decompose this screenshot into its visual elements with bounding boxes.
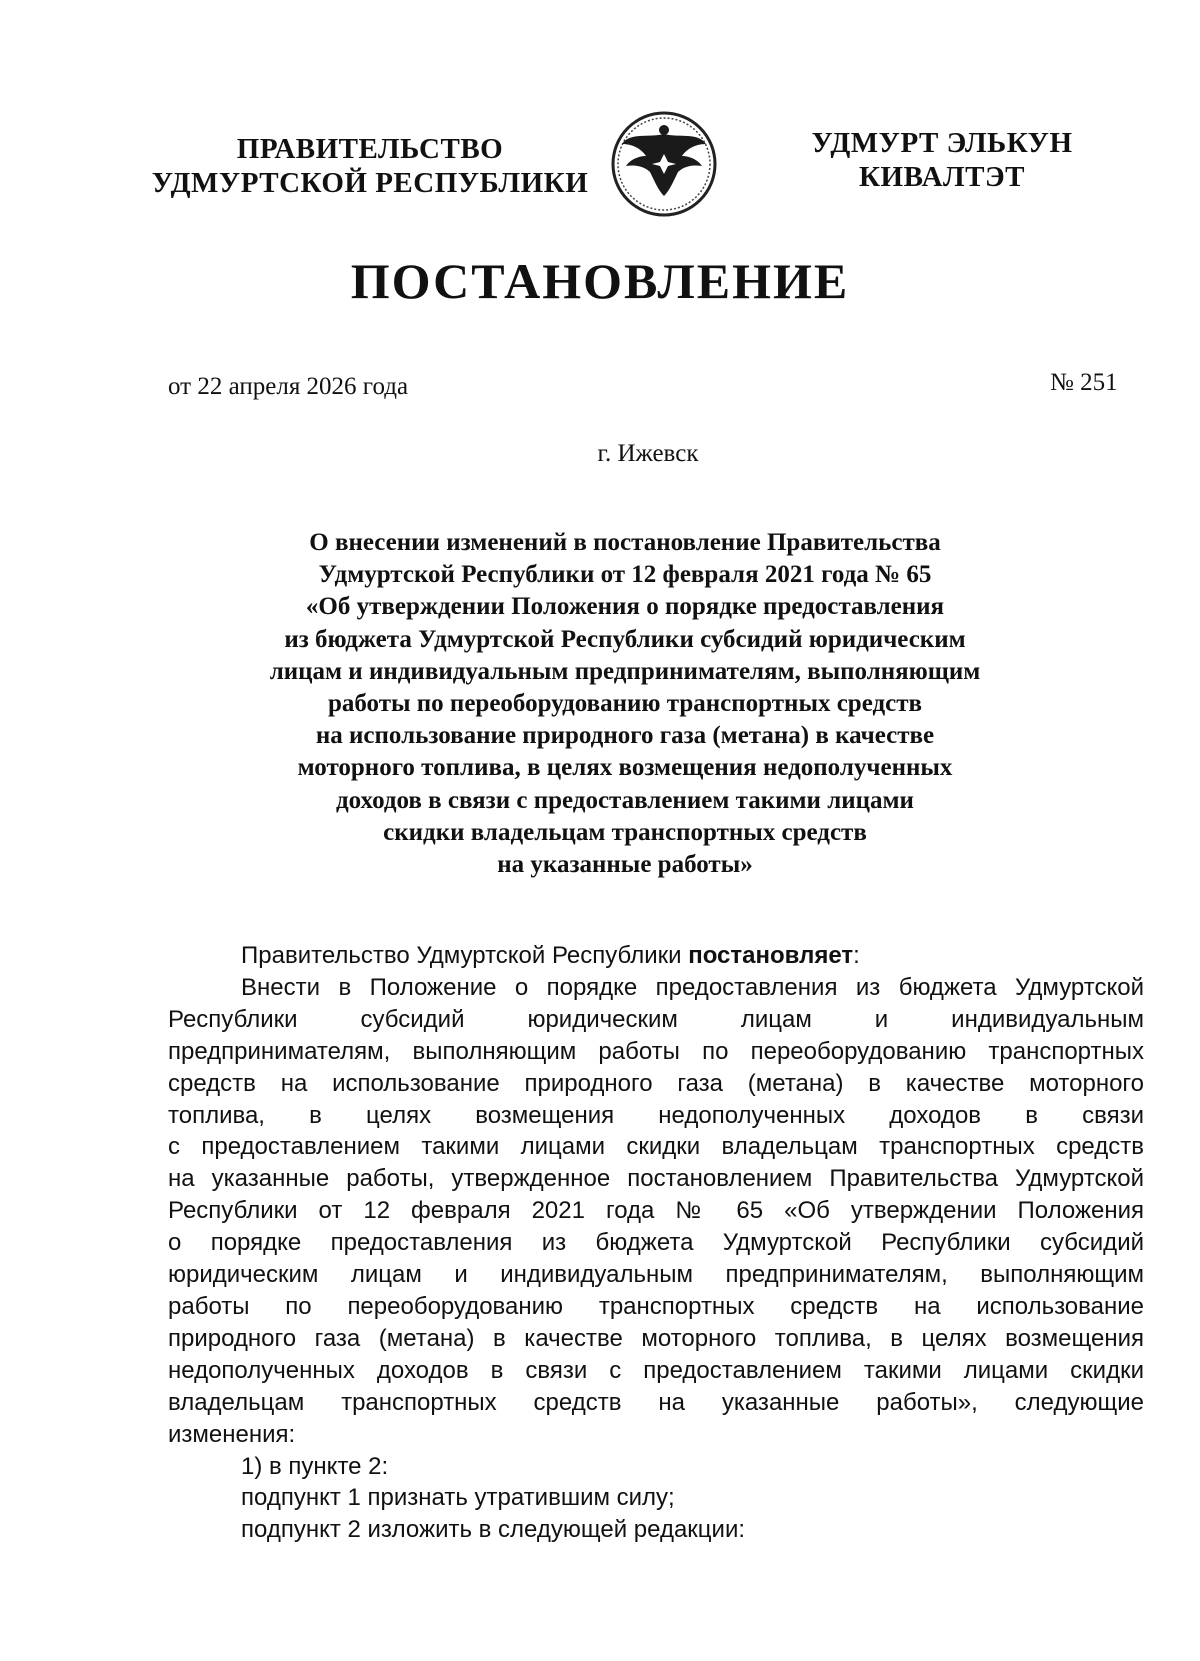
subject-line: работы по переоборудованию транспортных средств (327, 690, 923, 718)
paragraph-line: природного газа (метана) в качестве моторного топлива, в целях возмещения (168, 1324, 1144, 1352)
document-body (168, 940, 1144, 1546)
document-city: г. Ижевск (597, 440, 699, 467)
paragraph-line: о порядке предоставления из бюджета Удмуртской Республики субсидий (168, 1229, 1144, 1257)
paragraph-line: Республики от 12 февраля 2021 года № 65 «Об утверждении Положения (168, 1197, 1144, 1225)
header-left-line1: ПРАВИТЕЛЬСТВО (236, 133, 504, 165)
subitem-2: подпункт 2 изложить в следующей редакции: (241, 1516, 746, 1544)
header-right-line1: УДМУРТ ЭЛЬКУН (811, 127, 1073, 159)
header-right (792, 126, 1092, 194)
intro-keyword: постановляет (688, 942, 854, 969)
subject-line: доходов в связи с предоставлением такими лицами (336, 786, 914, 814)
paragraph-line: топлива, в целях возмещения недополученных доходов в связи (168, 1101, 1144, 1129)
intro-colon: : (853, 942, 860, 969)
subject-line: лицам и индивидуальным предпринимателям, выполняющим (269, 657, 981, 685)
paragraph-line: Внести в Положение о порядке предоставления из бюджета Удмуртской (241, 973, 1144, 1001)
subject-line: «Об утверждении Положения о порядке предоставления (305, 593, 945, 621)
paragraph-line: работы по переоборудованию транспортных средств на использование (168, 1292, 1144, 1320)
document-number: № 251 (1050, 369, 1118, 396)
document-subject (190, 527, 1060, 881)
paragraph-line: средств на использование природного газа (метана) в качестве моторного (168, 1069, 1144, 1097)
subitem-1: подпункт 1 признать утратившим силу; (241, 1484, 675, 1512)
header-left-line2: УДМУРТСКОЙ РЕСПУБЛИКИ (151, 167, 589, 199)
paragraph-line: юридическим лицам и индивидуальным предпринимателям, выполняющим (168, 1261, 1144, 1289)
subject-line: моторного топлива, в целях возмещения недополученных (297, 754, 953, 782)
coat-of-arms-emblem-icon (608, 110, 720, 218)
item-1: 1) в пункте 2: (241, 1452, 389, 1480)
resolution-intro (168, 940, 1144, 972)
subject-line: Удмуртской Республики от 12 февраля 2021 года № 65 (318, 561, 932, 589)
paragraph-line: Республики субсидий юридическим лицам и индивидуальным (168, 1005, 1144, 1033)
paragraph-line: недополученных доходов в связи с предоставлением такими лицами скидки (168, 1356, 1144, 1384)
document-title: ПОСТАНОВЛЕНИЕ (350, 253, 850, 309)
paragraph-line: предпринимателям, выполняющим работы по переоборудованию транспортных (168, 1037, 1144, 1065)
header-right-line2: КИВАЛТЭТ (858, 161, 1025, 193)
header-left (150, 132, 590, 200)
subject-line: скидки владельцам транспортных средств (383, 818, 867, 846)
paragraph-line: на указанные работы, утвержденное постановлением Правительства Удмуртской (168, 1165, 1144, 1193)
paragraph-line: изменения: (168, 1420, 296, 1448)
intro-text: Правительство Удмуртской Республики (241, 942, 689, 969)
subject-line: на указанные работы» (497, 851, 753, 879)
paragraph-line: владельцам транспортных средств на указанные работы», следующие (168, 1388, 1144, 1416)
subject-line: О внесении изменений в постановление Правительства (309, 529, 941, 556)
document-date: от 22 апреля 2026 года (168, 373, 409, 400)
paragraph-line: с предоставлением такими лицами скидки владельцам транспортных средств (168, 1133, 1144, 1161)
subject-line: на использование природного газа (метана) в качестве (315, 722, 935, 750)
subject-line: из бюджета Удмуртской Республики субсидий юридическим (284, 625, 966, 653)
